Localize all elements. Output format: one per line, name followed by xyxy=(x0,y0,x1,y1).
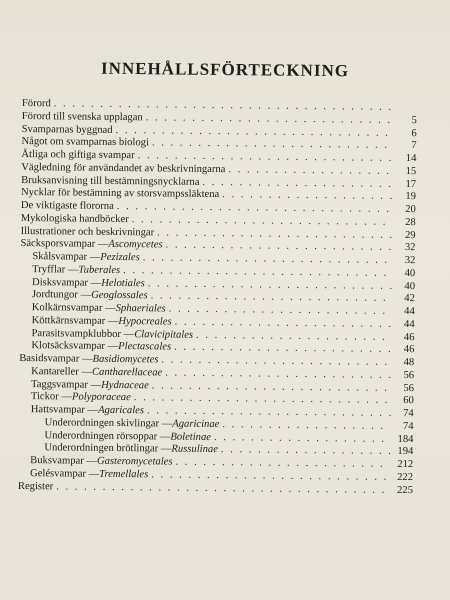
entry-text: Illustrationer och beskrivningar xyxy=(20,225,155,238)
entry-latin-name: Hydnaceae xyxy=(101,379,149,391)
entry-latin-name: Polyporaceae xyxy=(71,391,131,404)
entry-text: Taggsvampar — xyxy=(30,378,102,391)
dot-leader xyxy=(56,481,390,497)
entry-text: Underordningen rörsoppar — xyxy=(44,429,171,443)
page-number: 46 xyxy=(403,344,415,356)
page-number: 7 xyxy=(411,140,417,152)
entry-text: Bruksanvisning till bestämningsnycklarna xyxy=(21,174,200,188)
entry-latin-name: Pezizales xyxy=(100,251,140,264)
page-number: 194 xyxy=(397,446,414,458)
entry-text: Parasitsvampklubbor — xyxy=(31,327,135,340)
entry-text: Mykologiska handböcker xyxy=(20,212,129,225)
entry-latin-name: Hypocreales xyxy=(118,315,172,328)
page-number: 14 xyxy=(405,153,417,165)
entry-text: Disksvampar — xyxy=(32,276,102,289)
page-number: 29 xyxy=(404,229,416,241)
entry-latin-name: Helotiales xyxy=(101,277,145,289)
page-title: INNEHÅLLSFÖRTECKNING xyxy=(100,58,350,81)
page-number: 17 xyxy=(405,178,417,190)
toc-entry-register xyxy=(18,480,413,497)
page-number: 28 xyxy=(405,216,416,228)
entry-text: Klotsäcksvampar — xyxy=(31,340,119,353)
entry-text: Basidsvampar — xyxy=(19,352,93,365)
entry-text: Hattsvampar — xyxy=(30,404,99,416)
page-number: 20 xyxy=(405,204,416,216)
entry-latin-name: Tremellales xyxy=(99,468,149,481)
entry-latin-name: Clavicipitales xyxy=(134,328,194,341)
page-number: 15 xyxy=(405,165,417,177)
entry-text: Förord till svenska upplagan xyxy=(21,110,143,124)
entry-latin-name: Boletinae xyxy=(170,431,212,443)
entry-text: Register xyxy=(17,480,54,492)
entry-text: Kantareller — xyxy=(31,365,93,378)
entry-text: Ätliga och giftiga svampar xyxy=(21,148,135,162)
page-number: 48 xyxy=(403,357,415,369)
page-number: 222 xyxy=(397,471,414,483)
page-number: 212 xyxy=(397,458,414,471)
page-number: 184 xyxy=(397,433,414,445)
entry-text: Underordningen skivlingar — xyxy=(44,417,173,430)
entry-text: Underordningen brötlingar — xyxy=(44,442,172,455)
page-number: 42 xyxy=(404,293,415,305)
page-number: 32 xyxy=(404,242,416,254)
page-number: 40 xyxy=(404,267,416,279)
page-number: 40 xyxy=(404,280,416,292)
page-number: 19 xyxy=(405,191,417,203)
entry-latin-name: Basidiomycetes xyxy=(92,353,159,366)
entry-latin-name: Agaricinae xyxy=(172,418,220,430)
page-number: 44 xyxy=(404,306,415,318)
entry-text: Vägledning för användandet av beskrivningarna xyxy=(21,161,226,175)
entry-text: Jordtungor — xyxy=(31,289,92,301)
entry-text: Tickor — xyxy=(30,391,73,403)
page-number: 5 xyxy=(411,114,417,126)
page-number: 74 xyxy=(402,420,414,432)
entry-text: De viktigaste flororna xyxy=(20,199,114,212)
entry-text: Tryfflar — xyxy=(32,263,79,276)
page-number: 225 xyxy=(396,484,413,496)
entry-text: Svamparnas byggnad xyxy=(21,123,113,136)
entry-text: Kolkärnsvampar — xyxy=(31,302,116,314)
entry-latin-name: Geoglossales xyxy=(91,289,148,302)
entry-text: Förord xyxy=(21,98,51,110)
entry-latin-name: Plectascales xyxy=(118,341,172,353)
entry-text: Buksvampar — xyxy=(30,455,98,467)
entry-latin-name: Ascomycetes xyxy=(108,239,163,251)
entry-text: Skålsvampar — xyxy=(32,251,101,263)
entry-text: Köttkärnsvampar — xyxy=(31,314,119,327)
entry-text: Gelésvampar — xyxy=(30,467,100,480)
entry-text: Nycklar för bestämning av storsvampssläktena xyxy=(20,187,220,201)
page-number: 56 xyxy=(403,382,415,394)
page-number: 56 xyxy=(403,369,415,381)
entry-latin-name: Cantharellaceae xyxy=(91,366,163,379)
entry-latin-name: Russulinae xyxy=(171,443,218,456)
page-number: 74 xyxy=(403,408,414,420)
entry-latin-name: Tuberales xyxy=(78,264,121,276)
page-number: 46 xyxy=(403,331,415,343)
page-number: 44 xyxy=(404,318,415,330)
entry-latin-name: Agaricales xyxy=(98,404,145,417)
entry-text: Något om svamparnas biologi xyxy=(21,136,149,149)
page-number: 60 xyxy=(403,395,414,407)
entry-latin-name: Sphaeriales xyxy=(115,302,166,315)
entry-text: Säcksporsvampar — xyxy=(20,238,109,251)
page-number: 6 xyxy=(411,127,417,139)
table-of-contents xyxy=(18,98,417,497)
page-number: 32 xyxy=(404,255,416,267)
entry-latin-name: Gasteromycetales xyxy=(96,455,173,468)
